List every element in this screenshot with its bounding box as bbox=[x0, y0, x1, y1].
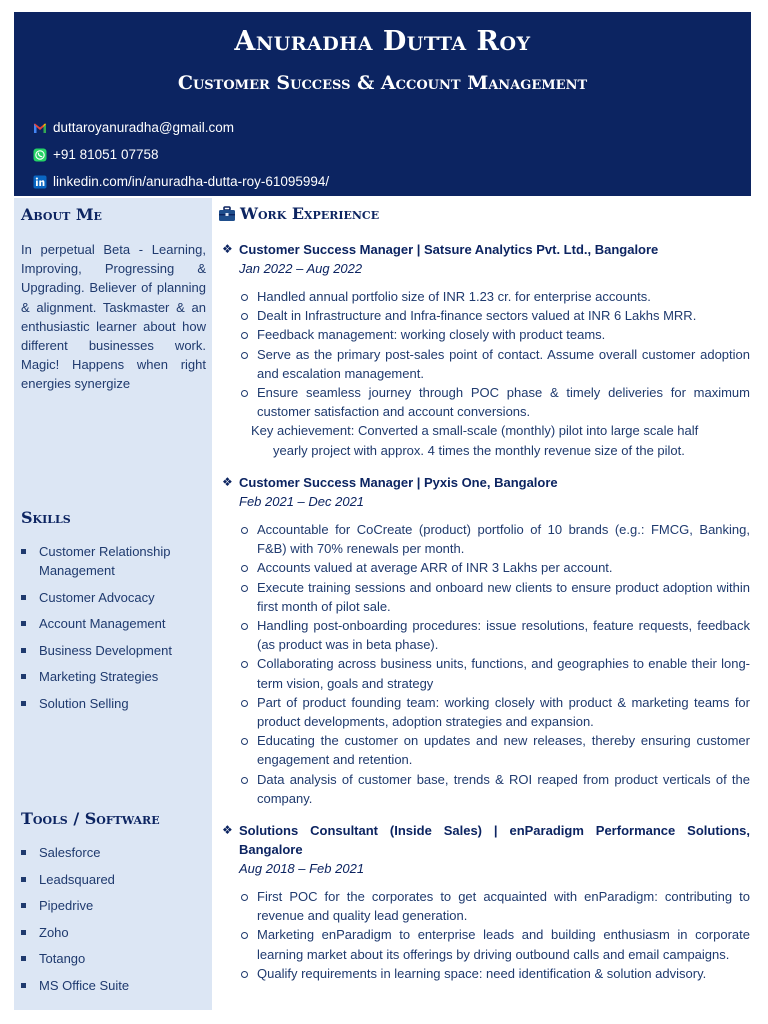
about-me-text: In perpetual Beta - Learning, Improving, Progressing & Upgrading. Believer of planning & alignment. Taskmaster & an enthusiastic learner about how different businesses work. Magic! Happens when right energies synergize bbox=[21, 242, 206, 392]
job-entry-pyxis bbox=[218, 473, 750, 808]
job-bullets bbox=[218, 520, 750, 808]
briefcase-icon bbox=[218, 206, 236, 222]
about-me-heading: About Me bbox=[21, 205, 102, 224]
job-entry-enparadigm bbox=[218, 821, 750, 983]
resume-header bbox=[14, 12, 751, 196]
work-experience-heading bbox=[218, 204, 379, 223]
contact-linkedin[interactable] bbox=[33, 168, 329, 195]
candidate-headline: Customer Success & Account Management bbox=[177, 72, 588, 94]
gmail-icon bbox=[33, 121, 47, 135]
list-item: Handled annual portfolio size of INR 1.23 cr. for enterprise accounts. bbox=[218, 287, 750, 306]
diamond-bullet-icon: ❖ bbox=[222, 475, 233, 489]
list-item: Business Development bbox=[21, 641, 206, 660]
key-achievement-line2: yearly project with approx. 4 times the monthly revenue size of the pilot. bbox=[273, 442, 685, 458]
diamond-bullet-icon: ❖ bbox=[222, 242, 233, 256]
list-item: Salesforce bbox=[21, 843, 206, 862]
candidate-name: Anuradha Dutta Roy bbox=[234, 26, 531, 57]
sidebar bbox=[14, 198, 212, 1010]
job-entry-satsure bbox=[218, 240, 750, 460]
list-item: Totango bbox=[21, 949, 206, 968]
list-item: Dealt in Infrastructure and Infra-finance sectors valued at INR 6 Lakhs MRR. bbox=[218, 306, 750, 325]
list-item: Customer Relationship Management bbox=[21, 542, 206, 580]
list-item: Accountable for CoCreate (product) portfolio of 10 brands (e.g.: FMCG, Banking, F&B) with 70% renewals per month. bbox=[218, 520, 750, 558]
diamond-bullet-icon: ❖ bbox=[222, 823, 233, 837]
job-dates: Feb 2021 – Dec 2021 bbox=[239, 494, 365, 509]
list-item: Ensure seamless journey through POC phase & timely deliveries for maximum customer satisfaction and account conversions. bbox=[218, 383, 750, 421]
job-title: Customer Success Manager | Pyxis One, Bangalore bbox=[239, 475, 558, 490]
contact-list bbox=[33, 114, 329, 195]
list-item: First POC for the corporates to get acquainted with enParadigm: contributing to revenue and quality lead generation. bbox=[218, 887, 750, 925]
job-title: Customer Success Manager | Satsure Analytics Pvt. Ltd., Bangalore bbox=[239, 242, 659, 257]
list-item: Customer Advocacy bbox=[21, 588, 206, 607]
whatsapp-icon bbox=[33, 148, 47, 162]
work-experience-title: Work Experience bbox=[240, 204, 380, 223]
key-achievement bbox=[218, 421, 750, 459]
list-item: Accounts valued at average ARR of INR 3 Lakhs per account. bbox=[218, 558, 750, 577]
job-bullets bbox=[218, 887, 750, 983]
list-item: Marketing enParadigm to enterprise leads and building enthusiasm in corporate learning market about its offerings by driving outbound calls and email campaigns. bbox=[218, 925, 750, 963]
list-item: Collaborating across business units, functions, and geographies to enable their long-term vision, goals and strategy bbox=[218, 654, 750, 692]
skills-list bbox=[21, 542, 206, 720]
list-item: MS Office Suite bbox=[21, 976, 206, 995]
list-item: Data analysis of customer base, trends & ROI reaped from product verticals of the company. bbox=[218, 770, 750, 808]
list-item: Part of product founding team: working closely with product & marketing teams for product developments, adoption strategies and expansion. bbox=[218, 693, 750, 731]
list-item: Account Management bbox=[21, 614, 206, 633]
contact-phone[interactable] bbox=[33, 141, 329, 168]
tools-list bbox=[21, 843, 206, 1002]
tools-heading: Tools / Software bbox=[21, 809, 160, 828]
list-item: Pipedrive bbox=[21, 896, 206, 915]
linkedin-icon bbox=[33, 175, 47, 189]
phone-text: +91 81051 07758 bbox=[53, 147, 159, 162]
key-achievement-line1: Key achievement: Converted a small-scale (monthly) pilot into large scale half bbox=[251, 423, 699, 439]
skills-heading: Skills bbox=[21, 508, 71, 527]
list-item: Educating the customer on updates and new releases, thereby ensuring customer engagement and retention. bbox=[218, 731, 750, 769]
list-item: Solution Selling bbox=[21, 694, 206, 713]
linkedin-text: linkedin.com/in/anuradha-dutta-roy-61095994/ bbox=[53, 174, 330, 189]
list-item: Zoho bbox=[21, 923, 206, 942]
list-item: Leadsquared bbox=[21, 870, 206, 889]
job-dates: Jan 2022 – Aug 2022 bbox=[239, 261, 363, 276]
job-bullets bbox=[218, 287, 750, 421]
list-item: Qualify requirements in learning space: need identification & solution advisory. bbox=[218, 964, 750, 983]
list-item: Execute training sessions and onboard new clients to ensure product adoption within first month of pilot sale. bbox=[218, 578, 750, 616]
job-dates: Aug 2018 – Feb 2021 bbox=[239, 861, 365, 876]
list-item: Feedback management: working closely with product teams. bbox=[218, 325, 750, 344]
contact-email[interactable] bbox=[33, 114, 329, 141]
job-heading bbox=[218, 473, 750, 492]
list-item: Marketing Strategies bbox=[21, 667, 206, 686]
list-item: Handling post-onboarding procedures: issue resolutions, feature requests, feedback (as product was in beta phase). bbox=[218, 616, 750, 654]
job-heading bbox=[218, 240, 750, 259]
list-item: Serve as the primary post-sales point of contact. Assume overall customer adoption and escalation management. bbox=[218, 345, 750, 383]
job-heading bbox=[218, 821, 750, 859]
job-title: Solutions Consultant (Inside Sales) | enParadigm Performance Solutions, Bangalore bbox=[239, 823, 750, 857]
email-text: duttaroyanuradha@gmail.com bbox=[53, 120, 235, 135]
